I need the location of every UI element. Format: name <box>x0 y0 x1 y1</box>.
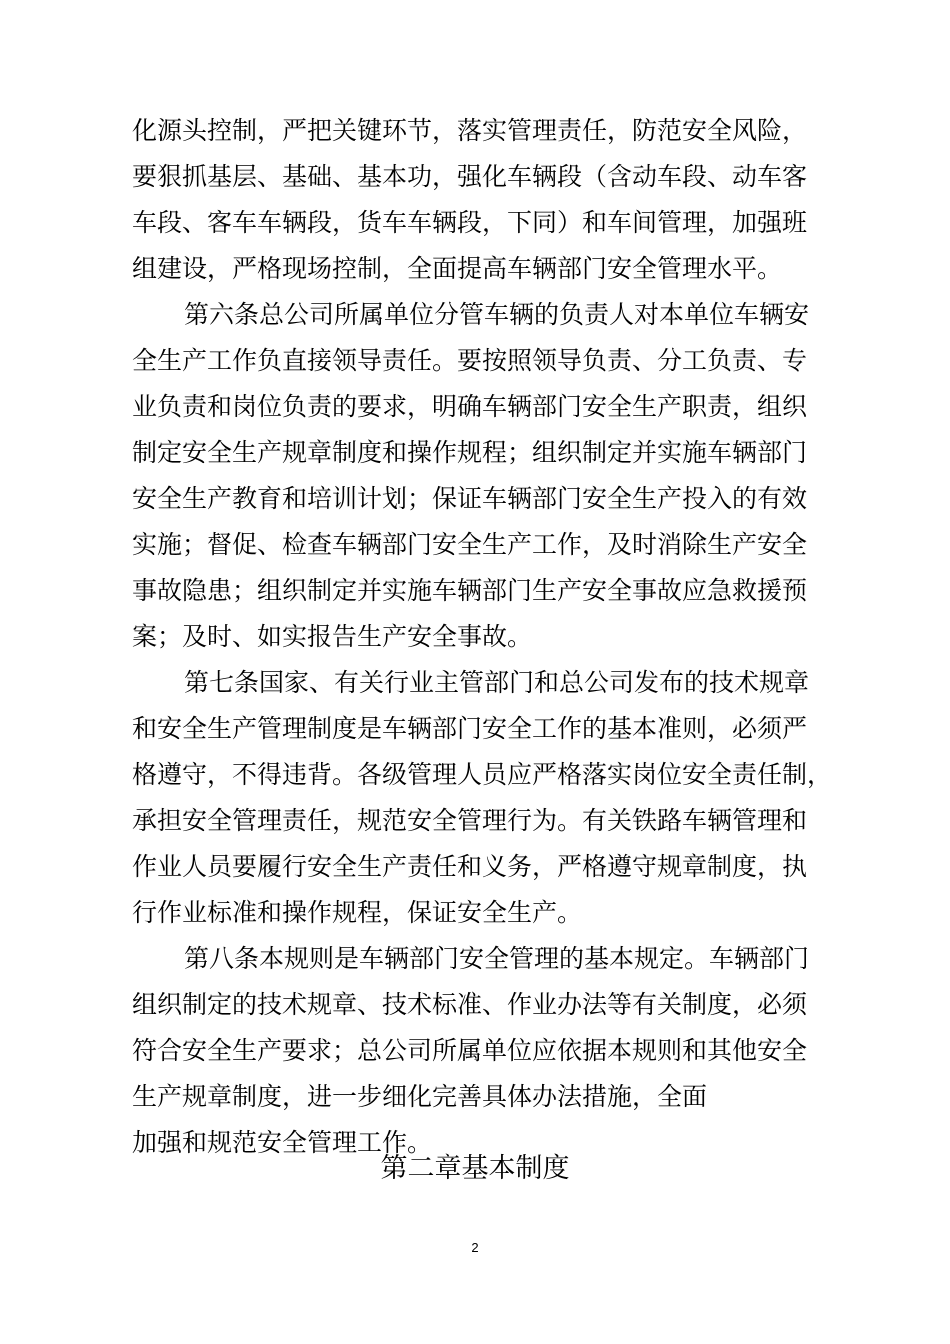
text-line: 化源头控制，严把关键环节，落实管理责任，防范安全风险， <box>132 116 808 145</box>
text-line: 事故隐患；组织制定并实施车辆部门生产安全事故应急救援预 <box>132 576 808 605</box>
text-line: 和安全生产管理制度是车辆部门安全工作的基本准则，必须严 <box>132 714 808 743</box>
text-line: 要狠抓基层、基础、基本功，强化车辆段（含动车段、动车客 <box>132 162 808 191</box>
text-line: 作业人员要履行安全生产责任和义务，严格遵守规章制度，执 <box>132 852 808 881</box>
text-line: 制定安全生产规章制度和操作规程；组织制定并实施车辆部门 <box>132 438 808 467</box>
text-line: 第六条总公司所属单位分管车辆的负责人对本单位车辆安 <box>184 300 810 329</box>
text-line: 业负责和岗位负责的要求，明确车辆部门安全生产职责，组织 <box>132 392 808 421</box>
text-line: 组织制定的技术规章、技术标准、作业办法等有关制度，必须 <box>132 990 808 1019</box>
text-line: 安全生产教育和培训计划；保证车辆部门安全生产投入的有效 <box>132 484 808 513</box>
page-number: 2 <box>471 1240 479 1255</box>
text-line: 格遵守，不得违背。各级管理人员应严格落实岗位安全责任制， <box>132 760 833 789</box>
text-line: 第八条本规则是车辆部门安全管理的基本规定。车辆部门 <box>184 944 810 973</box>
text-line: 符合安全生产要求；总公司所属单位应依据本规则和其他安全 <box>132 1036 808 1065</box>
text-line: 加强和规范安全管理工作。 <box>132 1128 433 1157</box>
text-line: 组建设，严格现场控制，全面提高车辆部门安全管理水平。 <box>132 254 783 283</box>
body-text <box>132 108 832 1166</box>
text-line: 行作业标准和操作规程，保证安全生产。 <box>132 898 583 927</box>
chapter-heading: 第二章基本制度 <box>380 1153 570 1184</box>
text-line: 案；及时、如实报告生产安全事故。 <box>132 622 533 651</box>
text-line: 承担安全管理责任，规范安全管理行为。有关铁路车辆管理和 <box>132 806 808 835</box>
text-line: 车段、客车车辆段，货车车辆段，下同）和车间管理，加强班 <box>132 208 808 237</box>
text-line: 生产规章制度，进一步细化完善具体办法措施，全面 <box>132 1082 708 1111</box>
text-line: 全生产工作负直接领导责任。要按照领导负责、分工负责、专 <box>132 346 808 375</box>
text-line: 第七条国家、有关行业主管部门和总公司发布的技术规章 <box>184 668 810 697</box>
text-line: 实施；督促、检查车辆部门安全生产工作，及时消除生产安全 <box>132 530 808 559</box>
